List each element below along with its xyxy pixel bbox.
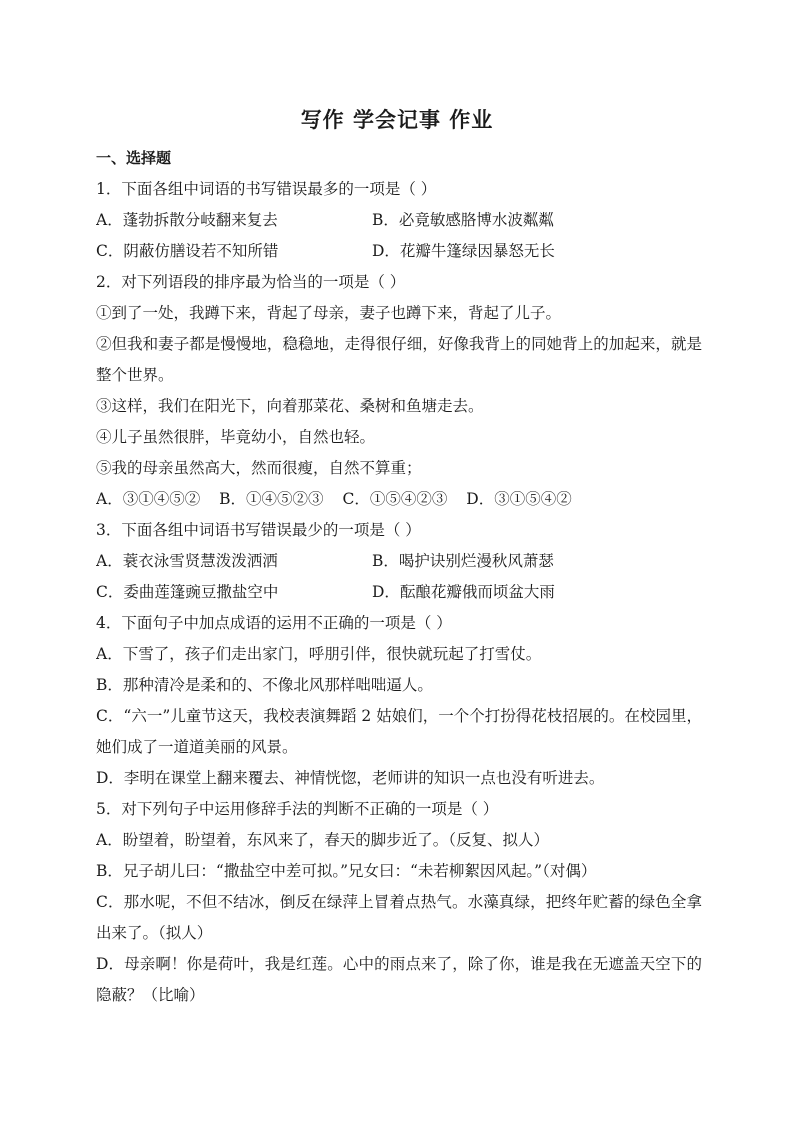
question-2-options	[96, 484, 702, 515]
question-2-option-d: D．③①⑤④②	[466, 490, 572, 508]
question-2-option-c: C．①⑤④②③	[342, 490, 448, 508]
question-5-option-d: D．母亲啊！你是荷叶，我是红莲。心中的雨点来了，除了你，谁是我在无遮盖天空下的隐蔽？（比喻）	[96, 955, 702, 1004]
question-2-stem: 2．对下列语段的排序最为恰当的一项是（ ）	[96, 273, 406, 291]
question-1-option-c: C．阴蔽仿膳设若不知所错	[96, 242, 279, 260]
question-2-sentence-4: ④儿子虽然很胖，毕竟幼小，自然也轻。	[96, 428, 376, 446]
question-3-options-row-2	[96, 577, 702, 608]
document-title: 写作 学会记事 作业	[300, 108, 494, 132]
question-4-stem: 4．下面句子中加点成语的运用不正确的一项是（ ）	[96, 614, 452, 632]
document-body	[96, 143, 702, 1011]
question-1-option-d: D．花瓣牛篷绿因暴怒无长	[372, 242, 555, 260]
question-3-options-row-1	[96, 546, 702, 577]
question-1-option-a: A．蓬勃拆散分岐翻来复去	[96, 211, 278, 229]
question-2-option-a: A．③①④⑤②	[96, 490, 201, 508]
question-2-sentence-5: ⑤我的母亲虽然高大，然而很瘦，自然不算重；	[96, 459, 422, 477]
question-1-options-row-1	[96, 205, 702, 236]
question-5-option-b: B．兄子胡儿曰：“撒盐空中差可拟。”兄女曰：“未若柳絮因风起。”（对偶）	[96, 862, 597, 880]
question-3-option-a: A．蓑衣泳雪贤慧泼泼洒洒	[96, 552, 278, 570]
question-5-option-c: C．那水呢，不但不结冰，倒反在绿萍上冒着点热气。水藻真绿，把终年贮蓄的绿色全拿出来了。（拟人）	[96, 893, 702, 942]
question-2-sentence-3: ③这样，我们在阳光下，向着那菜花、桑树和鱼塘走去。	[96, 397, 484, 415]
question-4-option-d: D．李明在课堂上翻来覆去、神情恍惚，老师讲的知识一点也没有听进去。	[96, 769, 605, 787]
question-4-option-c: C．“六一”儿童节这天，我校表演舞蹈 2 姑娘们，一个个打扮得花枝招展的。在校园里，她们成了一道道美丽的风景。	[96, 707, 702, 756]
question-3-option-d: D．酝酿花瓣俄而顷盆大雨	[372, 583, 555, 601]
question-1-stem: 1．下面各组中词语的书写错误最多的一项是（ ）	[96, 180, 437, 198]
question-4-option-b: B．那种清冷是柔和的、不像北风那样咄咄逼人。	[96, 676, 433, 694]
question-2-sentence-1: ①到了一处，我蹲下来，背起了母亲，妻子也蹲下来，背起了儿子。	[96, 304, 562, 322]
question-3-stem: 3．下面各组中词语书写错误最少的一项是（ ）	[96, 521, 421, 539]
question-2-sentence-2: ②但我和妻子都是慢慢地，稳稳地，走得很仔细，好像我背上的同她背上的加起来，就是整个世界。	[96, 335, 702, 384]
question-1-options-row-2	[96, 236, 702, 267]
question-5-stem: 5．对下列句子中运用修辞手法的判断不正确的一项是（ ）	[96, 800, 499, 818]
question-3-option-b: B．喝护诀别烂漫秋风萧瑟	[372, 552, 554, 570]
question-5-option-a: A．盼望着，盼望着，东风来了，春天的脚步近了。（反复、拟人）	[96, 831, 549, 849]
question-2-option-b: B．①④⑤②③	[219, 490, 324, 508]
question-1-option-b: B．必竟敏感胳博水波粼粼	[372, 211, 554, 229]
question-3-option-c: C．委曲莲篷豌豆撒盐空中	[96, 583, 279, 601]
question-4-option-a: A．下雪了，孩子们走出家门，呼朋引伴，很快就玩起了打雪仗。	[96, 645, 542, 663]
section-heading: 一、选择题	[96, 149, 172, 167]
